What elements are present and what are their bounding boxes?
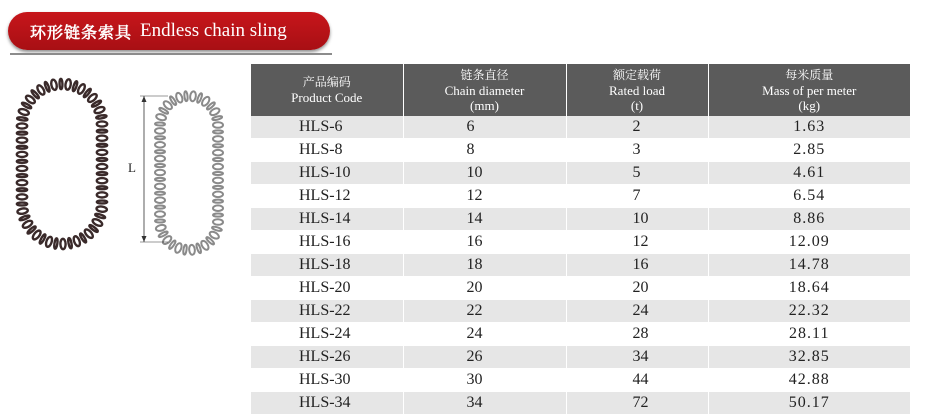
dark-chain-link xyxy=(96,206,107,212)
silver-chain-link xyxy=(155,136,165,139)
silver-chain-link xyxy=(213,205,223,211)
dark-chain-link xyxy=(97,186,107,189)
cell-product-code: HLS-6 xyxy=(251,116,403,139)
dark-chain-link xyxy=(97,150,107,155)
dark-chain-link xyxy=(97,158,107,161)
cell-chain-diameter: 12 xyxy=(403,185,566,208)
table-row xyxy=(251,346,910,369)
silver-chain-link xyxy=(155,150,165,153)
cell-product-code: HLS-10 xyxy=(251,162,403,185)
dark-chain-link xyxy=(17,132,27,135)
section-title-chinese: 环形链条索具 xyxy=(30,22,133,42)
cell-mass-per-meter: 50.17 xyxy=(708,392,910,415)
silver-chain-link xyxy=(213,192,223,198)
table-row xyxy=(251,162,910,185)
dark-chain-link xyxy=(65,79,72,90)
dark-chain-link xyxy=(96,115,107,120)
dark-chain-link xyxy=(97,136,107,141)
cell-rated-load: 44 xyxy=(566,369,708,392)
title-underline xyxy=(10,53,332,55)
cell-mass-per-meter: 18.64 xyxy=(708,277,910,300)
cell-chain-diameter: 26 xyxy=(403,346,566,369)
section-title-banner xyxy=(8,12,330,50)
dark-chain-link xyxy=(97,121,107,126)
silver-chain-link xyxy=(189,245,196,256)
cell-rated-load: 5 xyxy=(566,162,708,185)
dark-chain-loop-image xyxy=(17,79,107,249)
table-row xyxy=(251,254,910,277)
silver-chain-link xyxy=(213,200,223,203)
cell-mass-per-meter: 12.09 xyxy=(708,231,910,254)
header-mass-per-meter: 每米质量 Mass of per meter (kg) xyxy=(708,64,910,116)
cell-rated-load: 20 xyxy=(566,277,708,300)
silver-chain-link xyxy=(213,144,223,147)
dark-chain-link xyxy=(17,117,28,121)
silver-chain-link xyxy=(155,164,165,167)
silver-chain-link xyxy=(213,214,223,217)
silver-chain-link xyxy=(213,158,223,161)
cell-chain-diameter: 22 xyxy=(403,300,566,323)
silver-chain-link xyxy=(190,91,197,102)
cell-rated-load: 72 xyxy=(566,392,708,415)
silver-chain-link xyxy=(213,219,223,225)
table-row xyxy=(251,277,910,300)
silver-chain-loop-image xyxy=(155,91,223,255)
silver-chain-link xyxy=(155,206,165,209)
silver-chain-link xyxy=(213,136,223,142)
silver-chain-link xyxy=(184,91,188,101)
cell-rated-load: 12 xyxy=(566,231,708,254)
dark-chain-link xyxy=(17,160,27,163)
silver-chain-link xyxy=(212,115,222,120)
cell-product-code: HLS-18 xyxy=(251,254,403,277)
cell-chain-diameter: 18 xyxy=(403,254,566,277)
dark-chain-link xyxy=(97,164,107,169)
dark-chain-link xyxy=(97,144,107,147)
dark-chain-link xyxy=(17,188,27,191)
silver-chain-link xyxy=(155,156,165,162)
cell-product-code: HLS-30 xyxy=(251,369,403,392)
section-title-english: Endless chain sling xyxy=(140,20,287,41)
dark-chain-link xyxy=(17,138,27,143)
cell-mass-per-meter: 32.85 xyxy=(708,346,910,369)
cell-rated-load: 2 xyxy=(566,116,708,139)
cell-product-code: HLS-20 xyxy=(251,277,403,300)
table-row xyxy=(251,231,910,254)
cell-rated-load: 24 xyxy=(566,300,708,323)
cell-chain-diameter: 24 xyxy=(403,323,566,346)
silver-chain-link xyxy=(155,170,165,176)
silver-chain-link xyxy=(155,128,165,134)
dark-chain-link xyxy=(18,108,29,116)
table-row xyxy=(251,185,910,208)
dark-chain-link xyxy=(17,152,27,157)
silver-chain-link xyxy=(213,122,223,128)
dark-chain-link xyxy=(97,172,107,175)
silver-chain-link xyxy=(213,172,223,175)
cell-rated-load: 7 xyxy=(566,185,708,208)
dark-chain-link xyxy=(97,192,107,197)
dark-chain-link xyxy=(17,180,27,185)
silver-chain-link xyxy=(155,197,165,203)
dark-chain-link xyxy=(54,238,58,249)
cell-product-code: HLS-26 xyxy=(251,346,403,369)
chain-sling-illustration xyxy=(0,60,245,260)
dark-chain-link xyxy=(17,208,28,215)
dark-chain-link xyxy=(17,203,27,206)
cell-product-code: HLS-12 xyxy=(251,185,403,208)
cell-mass-per-meter: 1.63 xyxy=(708,116,910,139)
table-header-row xyxy=(251,64,910,116)
header-chain-diameter: 链条直径 Chain diameter (mm) xyxy=(403,64,566,116)
silver-chain-link xyxy=(213,130,223,133)
silver-chain-link xyxy=(155,219,165,222)
cell-mass-per-meter: 14.78 xyxy=(708,254,910,277)
cell-chain-diameter: 30 xyxy=(403,369,566,392)
cell-product-code: HLS-8 xyxy=(251,139,403,162)
silver-chain-link xyxy=(155,224,166,232)
dark-chain-link xyxy=(17,194,27,199)
header-rated-load: 额定载荷 Rated load (t) xyxy=(566,64,708,116)
cell-mass-per-meter: 42.88 xyxy=(708,369,910,392)
silver-chain-link xyxy=(156,113,167,121)
cell-mass-per-meter: 4.61 xyxy=(708,162,910,185)
cell-mass-per-meter: 2.85 xyxy=(708,139,910,162)
dark-chain-link xyxy=(97,201,107,204)
dark-chain-link xyxy=(17,174,27,177)
cell-rated-load: 28 xyxy=(566,323,708,346)
dark-chain-link xyxy=(50,79,57,90)
cell-chain-diameter: 14 xyxy=(403,208,566,231)
spec-table xyxy=(251,64,910,415)
table-row xyxy=(251,208,910,231)
cell-product-code: HLS-24 xyxy=(251,323,403,346)
silver-chain-link xyxy=(212,226,222,232)
dark-chain-link xyxy=(97,178,107,183)
dark-chain-link xyxy=(17,123,27,128)
cell-mass-per-meter: 22.32 xyxy=(708,300,910,323)
dark-chain-link xyxy=(60,239,65,250)
silver-chain-link xyxy=(213,178,223,184)
silver-chain-link xyxy=(183,245,187,255)
silver-chain-link xyxy=(155,211,165,217)
cell-chain-diameter: 20 xyxy=(403,277,566,300)
silver-chain-link xyxy=(155,122,165,125)
cell-rated-load: 34 xyxy=(566,346,708,369)
table-row xyxy=(251,300,910,323)
cell-chain-diameter: 6 xyxy=(403,116,566,139)
dark-chain-link xyxy=(17,166,27,171)
dark-chain-link xyxy=(17,146,27,149)
cell-rated-load: 3 xyxy=(566,139,708,162)
dark-chain-link xyxy=(59,79,62,89)
silver-chain-link xyxy=(155,178,165,181)
cell-chain-diameter: 10 xyxy=(403,162,566,185)
dark-chain-link xyxy=(68,238,73,249)
silver-chain-link xyxy=(155,142,165,148)
cell-mass-per-meter: 28.11 xyxy=(708,323,910,346)
silver-chain-link xyxy=(213,150,223,156)
silver-chain-link xyxy=(155,184,165,190)
cell-rated-load: 16 xyxy=(566,254,708,277)
cell-rated-load: 10 xyxy=(566,208,708,231)
length-dimension-label: L xyxy=(128,160,136,175)
table-row xyxy=(251,369,910,392)
cell-mass-per-meter: 6.54 xyxy=(708,185,910,208)
cell-product-code: HLS-34 xyxy=(251,392,403,415)
cell-chain-diameter: 8 xyxy=(403,139,566,162)
cell-product-code: HLS-16 xyxy=(251,231,403,254)
table-row xyxy=(251,116,910,139)
table-row xyxy=(251,392,910,415)
cell-mass-per-meter: 8.86 xyxy=(708,208,910,231)
header-product-code: 产品编码 Product Code xyxy=(251,64,403,116)
silver-chain-link xyxy=(213,186,223,189)
table-row xyxy=(251,139,910,162)
cell-product-code: HLS-14 xyxy=(251,208,403,231)
silver-chain-link xyxy=(155,192,165,195)
dark-chain-link xyxy=(97,130,107,133)
table-row xyxy=(251,323,910,346)
cell-product-code: HLS-22 xyxy=(251,300,403,323)
cell-chain-diameter: 16 xyxy=(403,231,566,254)
cell-chain-diameter: 34 xyxy=(403,392,566,415)
silver-chain-link xyxy=(213,164,223,170)
